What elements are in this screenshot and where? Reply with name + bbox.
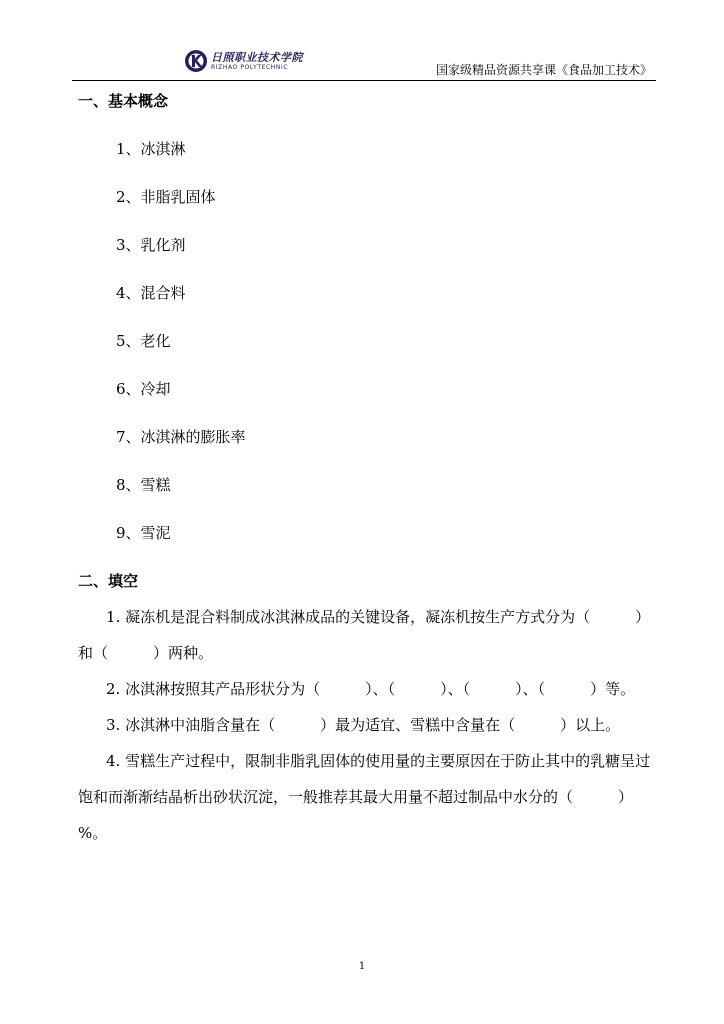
- list-item: 3、乳化剂: [116, 235, 186, 254]
- list-item: 1、冰淇淋: [116, 139, 186, 158]
- page-header: [72, 44, 656, 81]
- page-number: 1: [358, 961, 366, 972]
- course-title: 国家级精品资源共享课《食品加工技术》: [435, 63, 652, 77]
- section-heading-fill-blanks: 二、填空: [78, 571, 139, 590]
- logo-english-name: RIZHAO POLYTECHNIC: [211, 63, 289, 71]
- list-item: 8、雪糕: [116, 475, 171, 494]
- logo-chinese-name: 日照职业技术学院: [211, 50, 303, 64]
- question-paragraph: 3. 冰淇淋中油脂含量在（ ）最为适宜、雪糕中含量在（ ）以上。: [106, 716, 621, 734]
- list-item: 5、老化: [116, 331, 171, 350]
- question-paragraph: 4. 雪糕生产过程中，限制非脂乳固体的使用量的主要原因在于防止其中的乳糖呈过饱和而渐渐结晶析出砂状沉淀，一般推荐其最大用量不超过制品中水分的（ ）%。: [78, 752, 651, 842]
- document-body: [78, 88, 658, 851]
- list-item: 2、非脂乳固体: [116, 187, 216, 206]
- concept-list: [78, 136, 658, 544]
- list-item: 9、雪泥: [116, 523, 171, 542]
- section-heading-concepts: 一、基本概念: [78, 91, 169, 110]
- question-paragraph: 2. 冰淇淋按照其产品形状分为（ ）、（ ）、（ ）、（ ）等。: [106, 680, 636, 698]
- school-logo: [184, 48, 303, 74]
- list-item: 7、冰淇淋的膨胀率: [116, 427, 246, 446]
- list-item: 4、混合料: [116, 283, 186, 302]
- list-item: 6、冷却: [116, 379, 171, 398]
- question-paragraph: 1. 凝冻机是混合料制成冰淇淋成品的关键设备，凝冻机按生产方式分为（ ）和（ ）两种。: [78, 608, 651, 662]
- school-emblem-icon: [184, 49, 208, 73]
